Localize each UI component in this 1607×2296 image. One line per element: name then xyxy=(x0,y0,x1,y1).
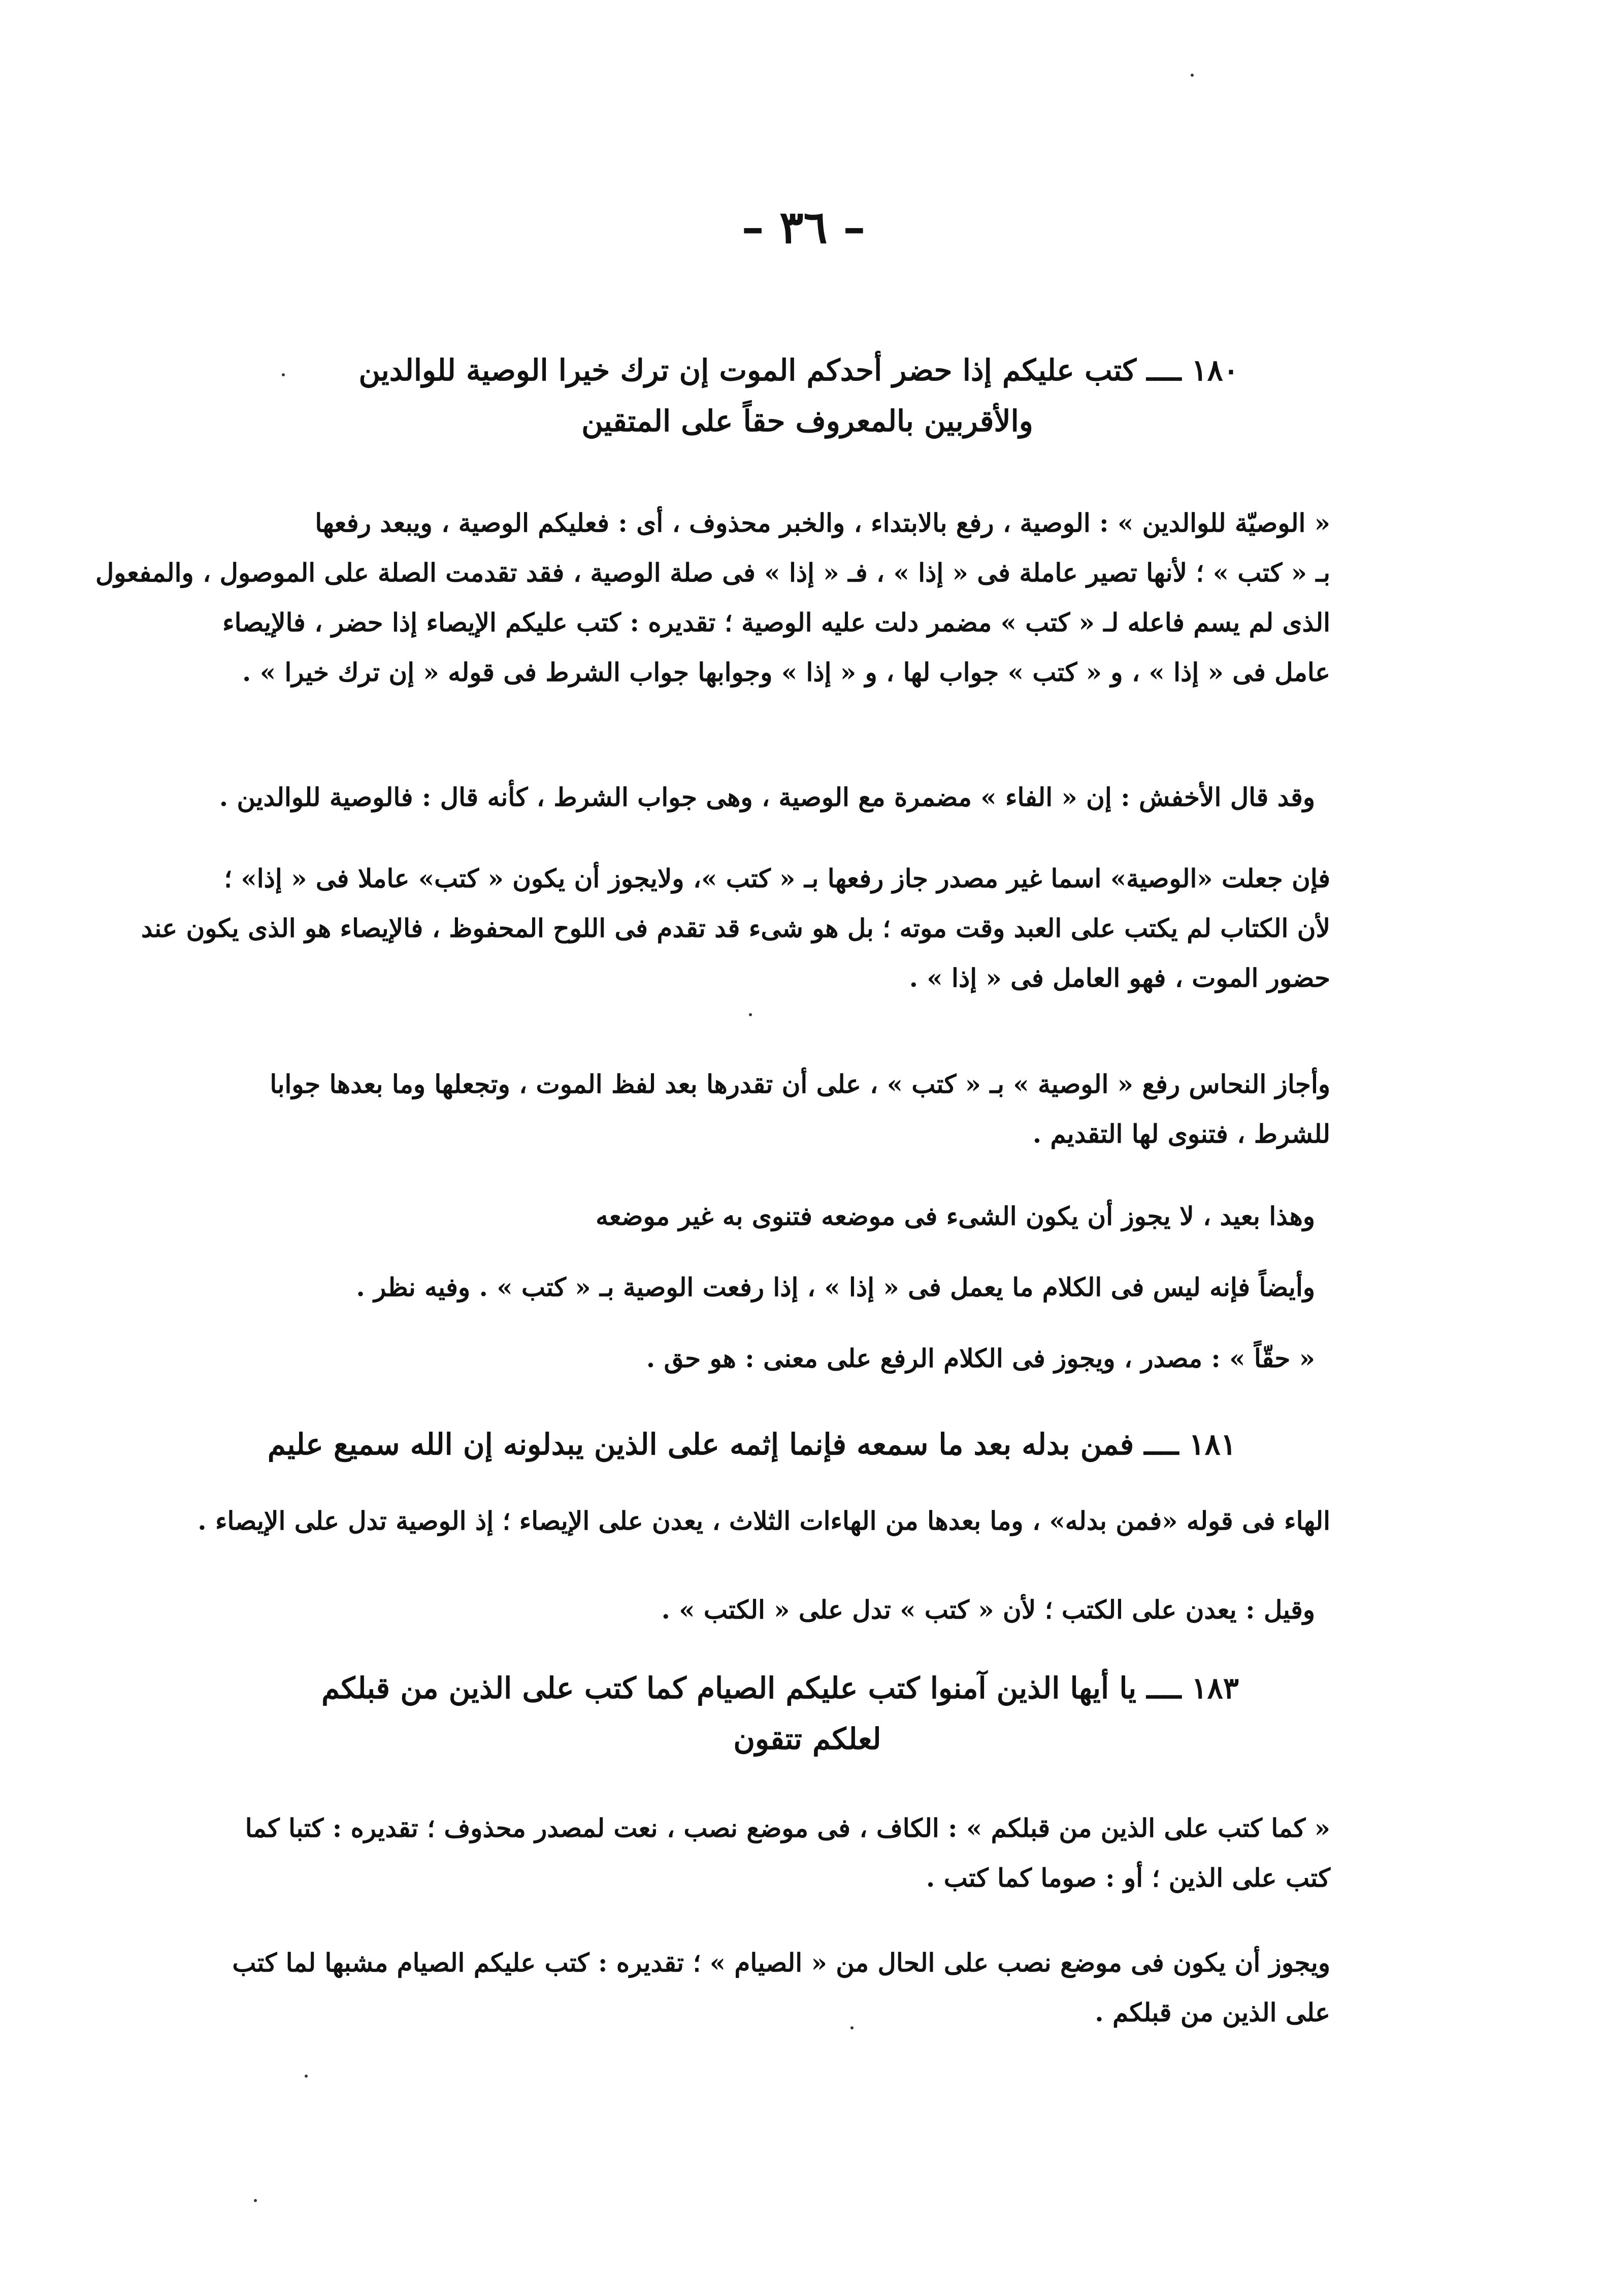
paragraph-line: فإن جعلت «الوصية» اسما غير مصدر جاز رفعها بـ « كتب »، ولايجوز أن يكون « كتب» عاملا فى « إذا» ؛ xyxy=(224,863,1330,893)
paragraph xyxy=(350,1201,1315,1253)
paragraph-line: للشرط ، فتنوى لها التقديم . xyxy=(1032,1119,1330,1149)
paragraph xyxy=(213,1813,1330,1915)
paragraph-line: وهذا بعيد ، لا يجوز أن يكون الشىء فى موضعه فتنوى به غير موضعه xyxy=(596,1201,1315,1231)
paragraph-line: كتب على الذين ؛ أو : صوما كما كتب . xyxy=(926,1863,1330,1893)
paragraph xyxy=(141,863,1330,1015)
page-number: – ٣٦ – xyxy=(741,201,866,253)
scan-speck xyxy=(749,1013,752,1016)
scan-speck xyxy=(305,2075,308,2078)
paragraph xyxy=(198,1506,1330,1558)
paragraph xyxy=(350,1343,1315,1396)
paragraph xyxy=(213,1069,1330,1171)
heading-line: ١٨٠ ــــ كتب عليكم إذا حضر أحدكم الموت إن ترك خيرا الوصية للوالدين xyxy=(358,353,1239,387)
paragraph-line: على الذين من قبلكم . xyxy=(1095,1997,1330,2027)
heading-line: والأقربين بالمعروف حقاً على المتقين xyxy=(581,404,1033,438)
paragraph-line: « كما كتب على الذين من قبلكم » : الكاف ، فى موضع نصب ، نعت لمصدر محذوف ؛ تقديره : كتبا كما xyxy=(245,1813,1330,1843)
scan-speck xyxy=(282,373,285,376)
heading-line: ١٨٣ ــــ يا أيها الذين آمنوا كتب عليكم الصيام كما كتب على الذين من قبلكم xyxy=(321,1671,1239,1705)
paragraph xyxy=(219,782,1315,834)
paragraph-line: عامل فى « إذا » ، و « كتب » جواب لها ، و « إذا » وجوابها جواب الشرط فى قوله « إن ترك خيرا » . xyxy=(242,657,1330,687)
heading-line: لعلكم تتقون xyxy=(733,1722,881,1756)
paragraph xyxy=(213,1950,1330,2050)
paragraph-line: وأيضاً فإنه ليس فى الكلام ما يعمل فى « إذا » ، إذا رفعت الوصية بـ « كتب » . وفيه نظر . xyxy=(356,1272,1315,1302)
paragraph-line: وقد قال الأخفش : إن « الفاء » مضمرة مع الوصية ، وهى جواب الشرط ، كأنه قال : فالوصية للوالدين . xyxy=(219,782,1315,812)
paragraph-line: بـ « كتب » ؛ لأنها تصير عاملة فى « إذا » ، فـ « إذا » فى صلة الوصية ، فقد تقدمت الصلة على الموصول ، والمفعول xyxy=(95,558,1330,588)
paragraph-line: الهاء فى قوله «فمن بدله» ، وما بعدها من الهاءات الثلاث ، يعدن على الإيصاء ؛ إذ الوصية تدل على الإيصاء . xyxy=(198,1506,1330,1536)
paragraph-line: وأجاز النحاس رفع « الوصية » بـ « كتب » ، على أن تقدرها بعد لفظ الموت ، وتجعلها وما بعدها جوابا xyxy=(270,1069,1330,1099)
paragraph-line: حضور الموت ، فهو العامل فى « إذا » . xyxy=(909,963,1330,993)
verse-heading-183 xyxy=(321,1671,1239,1775)
paragraph-line: ويجوز أن يكون فى موضع نصب على الحال من « الصيام » ؛ تقديره : كتب عليكم الصيام مشبها لما كتب xyxy=(232,1948,1330,1978)
verse-heading-181 xyxy=(267,1427,1236,1480)
paragraph xyxy=(95,508,1330,709)
paragraph-line: « حقّاً » : مصدر ، ويجوز فى الكلام الرفع على معنى : هو حق . xyxy=(646,1343,1315,1373)
scan-speck xyxy=(850,2026,854,2029)
paragraph-line: الذى لم يسم فاعله لـ « كتب » مضمر دلت عليه الوصية ؛ تقديره : كتب عليكم الإيصاء إذا حضر ، فالإيصاء xyxy=(222,607,1330,637)
paragraph-line: « الوصيّة للوالدين » : الوصية ، رفع بالابتداء ، والخبر محذوف ، أى : فعليكم الوصية ، ويبعد رفعها xyxy=(315,508,1330,538)
paragraph-line: لأن الكتاب لم يكتب على العبد وقت موته ؛ بل هو شىء قد تقدم فى اللوح المحفوظ ، فالإيصاء هو الذى يكون عند xyxy=(141,913,1330,943)
scan-speck xyxy=(254,2199,257,2202)
paragraph xyxy=(350,1597,1315,1647)
scan-speck xyxy=(1191,74,1194,77)
verse-heading-180 xyxy=(358,353,1239,457)
paragraph xyxy=(300,1272,1315,1324)
paragraph-line: وقيل : يعدن على الكتب ؛ لأن « كتب » تدل على « الكتب » . xyxy=(661,1595,1315,1625)
heading-line: ١٨١ ــــ فمن بدله بعد ما سمعه فإنما إثمه على الذين يبدلونه إن الله سميع عليم xyxy=(267,1427,1236,1462)
